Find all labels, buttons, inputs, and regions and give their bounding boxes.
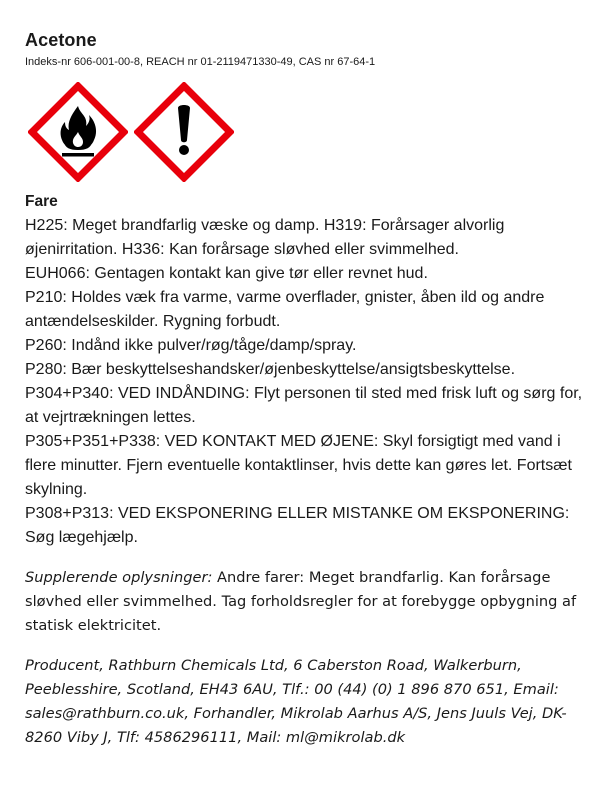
hazard-statements xyxy=(25,214,585,550)
hazard-statement: H225: Meget brandfarlig væske og damp. H319: Forårsager alvorlig øjenirritation. H336: Kan forårsage sløvhed eller svimmelhed. xyxy=(25,217,505,258)
precaution-statement: P260: Indånd ikke pulver/røg/tåge/damp/spray. xyxy=(25,337,357,354)
supplemental-label: Supplerende oplysninger: xyxy=(25,569,213,586)
precaution-statement: P304+P340: VED INDÅNDING: Flyt personen til sted med frisk luft og sørg for, at vejrtrækningen lettes. xyxy=(25,385,583,426)
hazard-statement: EUH066: Gentagen kontakt kan give tør eller revnet hud. xyxy=(25,265,428,282)
precaution-statement: P280: Bær beskyttelseshandsker/øjenbeskyttelse/ansigtsbeskyttelse. xyxy=(25,361,516,378)
producer-info: Producent, Rathburn Chemicals Ltd, 6 Caberston Road, Walkerburn, Peeblesshire, Scotland, EH43 6AU, Tlf.: 00 (44) (0) 1 896 870 651, Email: sales@rathburn.co.uk, Forhandler, Mikrolab Aarhus A/S, Jens Juuls Vej, DK-8260 Viby J, Tlf: 4586296111, Mail: ml@mikrolab.dk xyxy=(25,657,567,746)
exclamation-icon xyxy=(134,82,234,182)
signal-word: Fare xyxy=(25,193,58,210)
supplemental-text: Andre farer: Meget brandfarlig. Kan forårsage sløvhed eller svimmelhed. Tag forholdsregler for at forebygge opbygning af statisk elektricitet. xyxy=(25,569,577,634)
product-identifiers: Indeks-nr 606-001-00-8, REACH nr 01-2119471330-49, CAS nr 67-64-1 xyxy=(25,56,376,68)
safety-label xyxy=(25,28,585,750)
precaution-statement: P210: Holdes væk fra varme, varme overflader, gnister, åben ild og andre antændelseskilder. Rygning forbudt. xyxy=(25,289,545,330)
precaution-statement: P308+P313: VED EKSPONERING ELLER MISTANKE OM EKSPONERING: Søg lægehjælp. xyxy=(25,505,570,546)
supplemental-info xyxy=(25,566,585,638)
flame-icon xyxy=(28,82,128,182)
precaution-statement: P305+P351+P338: VED KONTAKT MED ØJENE: Skyl forsigtigt med vand i flere minutter. Fjern eventuelle kontaktlinser, hvis dette kan gøres let. Fortsæt skylning. xyxy=(25,433,572,498)
product-name: Acetone xyxy=(25,30,97,50)
hazard-pictograms xyxy=(25,82,585,182)
